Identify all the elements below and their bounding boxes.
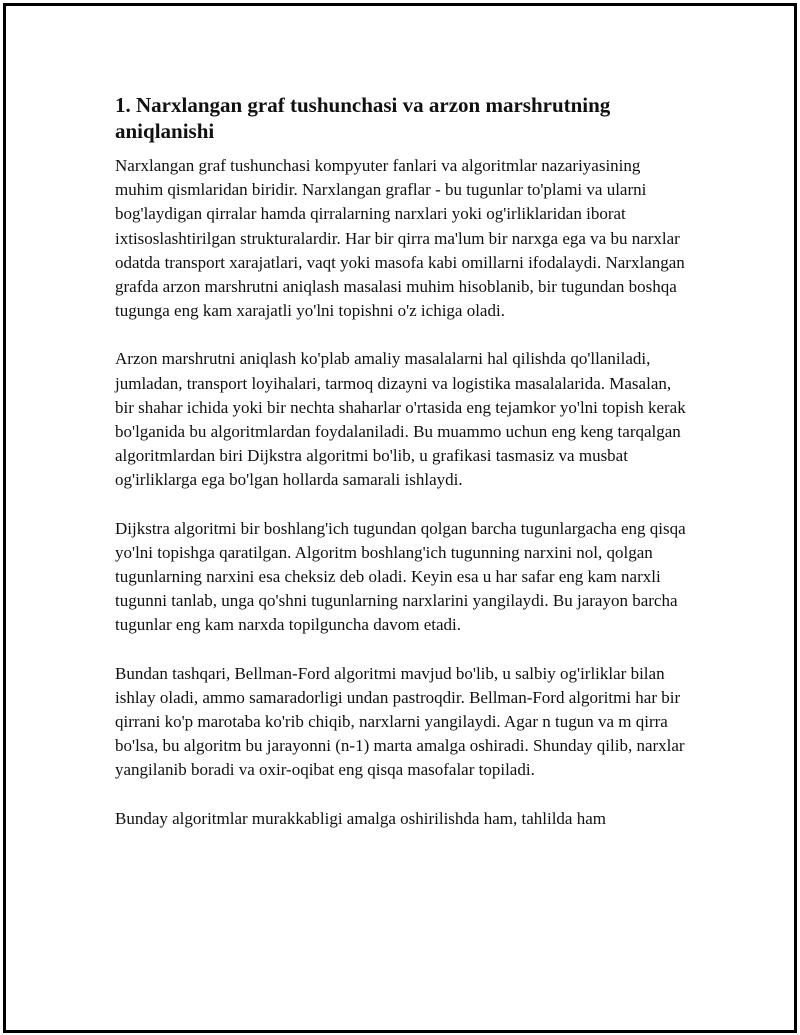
document-body xyxy=(115,92,690,831)
section-heading: 1. Narxlangan graf tushunchasi va arzon marshrutning aniqlanishi xyxy=(115,93,611,143)
paragraph-complexity: Bunday algoritmlar murakkabligi amalga oshirilishda ham, tahlilda ham xyxy=(115,808,606,828)
paragraph-dijkstra: Dijkstra algoritmi bir boshlang'ich tugundan qolgan barcha tugunlargacha eng qisqa yo'lni topishga qaratilgan. Algoritm boshlang'ich tugunning narxini nol, qolgan tugunlarning narxini esa cheksiz deb oladi. Keyin esa u har safar eng kam narxli tugunni tanlab, unga qo'shni tugunlarning narxlarini yangilaydi. Bu jarayon barcha tugunlar eng kam narxda topilguncha davom etadi. xyxy=(115,518,686,635)
paragraph-weighted-graph-intro: Narxlangan graf tushunchasi kompyuter fanlari va algoritmlar nazariyasining muhim qismlaridan biridir. Narxlangan graflar - bu tugunlar to'plami va ularni bog'laydigan qirralar hamda qirralarning narxlari yoki og'irliklaridan iborat ixtisoslashtirilgan strukturalardir. Har bir qirra ma'lum bir narxga ega va bu narxlar odatda transport xarajatlari, vaqt yoki masofa kabi omillarni ifodalaydi. Narxlangan grafda arzon marshrutni aniqlash masalasi muhim hisoblanib, bir tugundan boshqa tugunga eng kam xarajatli yo'lni topishni o'z ichiga oladi. xyxy=(115,156,685,321)
paragraph-cheapest-route-applications: Arzon marshrutni aniqlash ko'plab amaliy masalalarni hal qilishda qo'llaniladi, jumladan, transport loyihalari, tarmoq dizayni va logistika masalalarida. Masalan, bir shahar ichida yoki bir nechta shaharlar o'rtasida eng tejamkor yo'lni topish kerak bo'lganida bu algoritmlardan foydalaniladi. Bu muammo uchun eng keng tarqalgan algoritmlardan biri Dijkstra algoritmi bo'lib, u grafikasi tasmasiz va musbat og'irliklarga ega bo'lgan hollarda samarali ishlaydi. xyxy=(115,349,686,490)
paragraph-bellman-ford: Bundan tashqari, Bellman-Ford algoritmi mavjud bo'lib, u salbiy og'irliklar bilan ishlay oladi, ammo samaradorligi undan pastroqdir. Bellman-Ford algoritmi har bir qirrani ko'p marotaba ko'rib chiqib, narxlarni yangilaydi. Agar n tugun va m qirra bo'lsa, bu algoritm bu jarayonni (n-1) marta amalga oshiradi. Shunday qilib, narxlar yangilanib boradi va oxir-oqibat eng qisqa masofalar topiladi. xyxy=(115,663,685,780)
